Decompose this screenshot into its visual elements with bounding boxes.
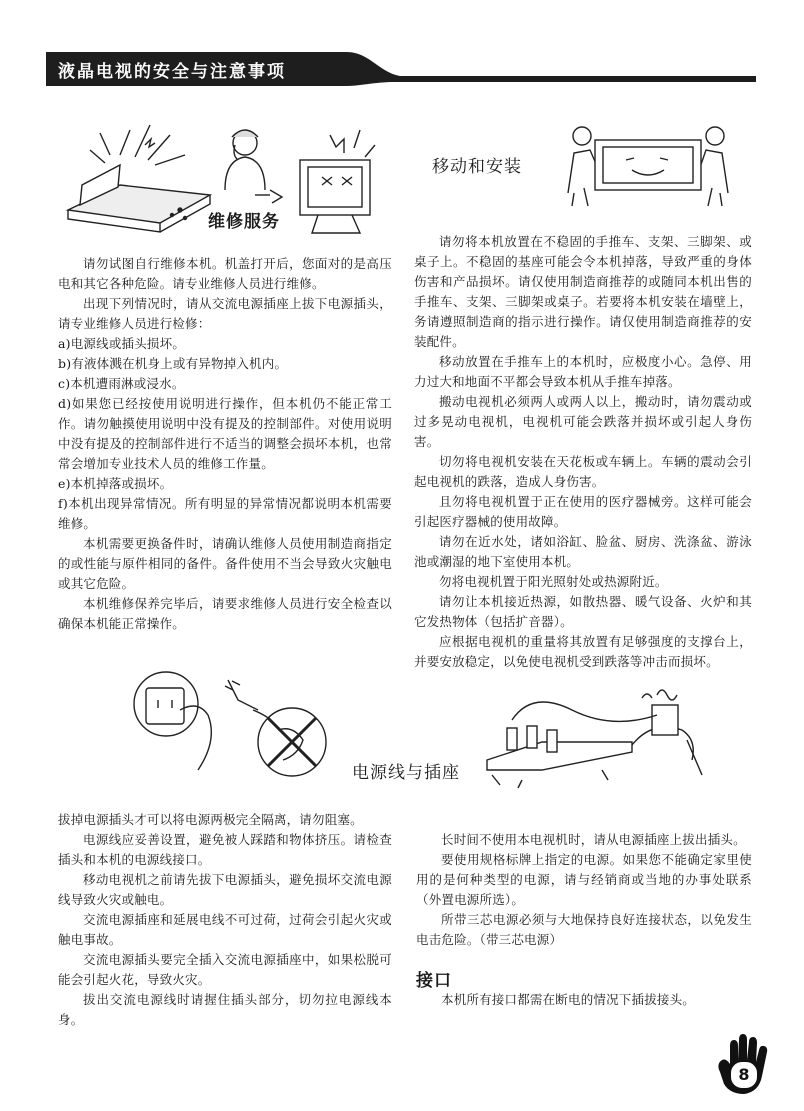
power-section-title: 电源线与插座 [352,763,460,783]
plug-illustration [128,660,328,780]
power-right-column [416,830,752,950]
repair-list-item: e)本机掉落或损坏。 [58,476,173,491]
repair-list-item: a)电源线或插头损坏。 [58,336,186,351]
repair-paragraph: 请勿试图自行维修本机。机盖打开后，您面对的是高压电和其它各种危险。请专业维修人员进行维修。 [58,256,392,291]
power-paragraph: 所带三芯电源必须与大地保持良好连接状态，以免发生电击危险。（带三芯电源） [416,912,752,947]
repair-text-column [58,254,392,634]
power-paragraph: 要使用规格标牌上指定的电源。如果您不能确定家里使用的是何种类型的电源，请与经销商或当地的办事处联系（外置电源所选）。 [416,852,752,907]
repair-list-item: b)有液体溅在机身上或有异物掉入机内。 [58,356,288,371]
moving-paragraph: 移动放置在手推车上的本机时，应极度小心。急停、用力过大和地面不平都会导致本机从手推车掉落。 [414,354,752,389]
page-number: 8 [729,1060,759,1090]
moving-paragraph: 搬动电视机必须两人或两人以上，搬动时，请勿震动或过多晃动电视机，电视机可能会跌落并损坏或引起人身伤害。 [414,394,752,449]
moving-illustration [560,118,740,208]
moving-paragraph: 且勿将电视机置于正在使用的医疗器械旁。这样可能会引起医疗器械的使用故障。 [414,494,752,529]
repair-paragraph: 出现下列情况时，请从交流电源插座上拔下电源插头，请专业维修人员进行检修： [58,296,392,331]
repair-section-title: 维修服务 [208,212,280,232]
power-paragraph: 拔掉电源插头才可以将电源两极完全隔离，请勿阻塞。 [58,812,363,827]
moving-paragraph: 勿将电视机置于阳光照射处或热源附近。 [439,574,668,589]
power-paragraph: 拔出交流电源线时请握住插头部分，切勿拉电源线本身。 [58,992,392,1027]
power-left-column [58,810,392,1030]
moving-text-column [414,232,752,672]
power-paragraph: 电源线应妥善设置，避免被人踩踏和物体挤压。请检查插头和本机的电源线接口。 [58,832,392,867]
repair-list-item: f)本机出现异常情况。所有明显的异常情况都说明本机需要维修。 [58,496,392,531]
repair-list-item: c)本机遭雨淋或浸水。 [58,376,185,391]
moving-paragraph: 请勿在近水处，诸如浴缸、脸盆、厨房、洗涤盆、游泳池或潮湿的地下室使用本机。 [414,534,752,569]
power-paragraph: 交流电源插座和延展电线不可过荷，过荷会引起火灾或触电事故。 [58,912,392,947]
outlet-illustration [482,680,712,790]
header-swoosh [0,0,804,110]
page-title: 液晶电视的安全与注意事项 [58,62,286,82]
moving-paragraph: 应根据电视机的重量将其放置有足够强度的支撑台上，并要安放稳定，以免使电视机受到跌落等冲击而损坏。 [414,634,752,669]
repair-paragraph: 本机需要更换备件时，请确认维修人员使用制造商指定的或性能与原件相同的备件。备件使用不当会导致火灾触电或其它危险。 [58,536,392,591]
power-paragraph: 交流电源插头要完全插入交流电源插座中，如果松脱可能会引起火花，导致火灾。 [58,952,392,987]
power-paragraph: 长时间不使用本电视机时，请从电源插座上拔出插头。 [441,832,746,847]
moving-paragraph: 请勿将本机放置在不稳固的手推车、支架、三脚架、或桌子上。不稳固的基座可能会令本机掉落，导致严重的身体伤害和产品损坏。请仅使用制造商推荐的或随同本机出售的手推车、支架、三脚架或桌子。若要将本机安装在墙壁上，务请遵照制造商的指示进行操作。请仅使用制造商推荐的安装配件。 [414,234,752,349]
moving-paragraph: 切勿将电视机安装在天花板或车辆上。车辆的震动会引起电视机的跌落，造成人身伤害。 [414,454,752,489]
repair-list-item: d)如果您已经按使用说明进行操作，但本机仍不能正常工作。请勿触摸使用说明中没有提及的控制部件。对使用说明中没有提及的控制部件进行不适当的调整会损坏本机，也常常会增加专业技术人员的维修工作量。 [58,396,392,471]
moving-section-title: 移动和安装 [432,157,522,177]
interface-paragraph: 本机所有接口都需在断电的情况下插拔接头。 [441,992,696,1007]
power-paragraph: 移动电视机之前请先拔下电源插头，避免损坏交流电源线导致火灾或触电。 [58,872,392,907]
repair-paragraph: 本机维修保养完毕后，请要求维修人员进行安全检查以确保本机能正常操作。 [58,596,392,631]
interface-section-title: 接口 [416,971,452,991]
moving-paragraph: 请勿让本机接近热源，如散热器、暖气设备、火炉和其它发热物体（包括扩音器）。 [414,594,752,629]
